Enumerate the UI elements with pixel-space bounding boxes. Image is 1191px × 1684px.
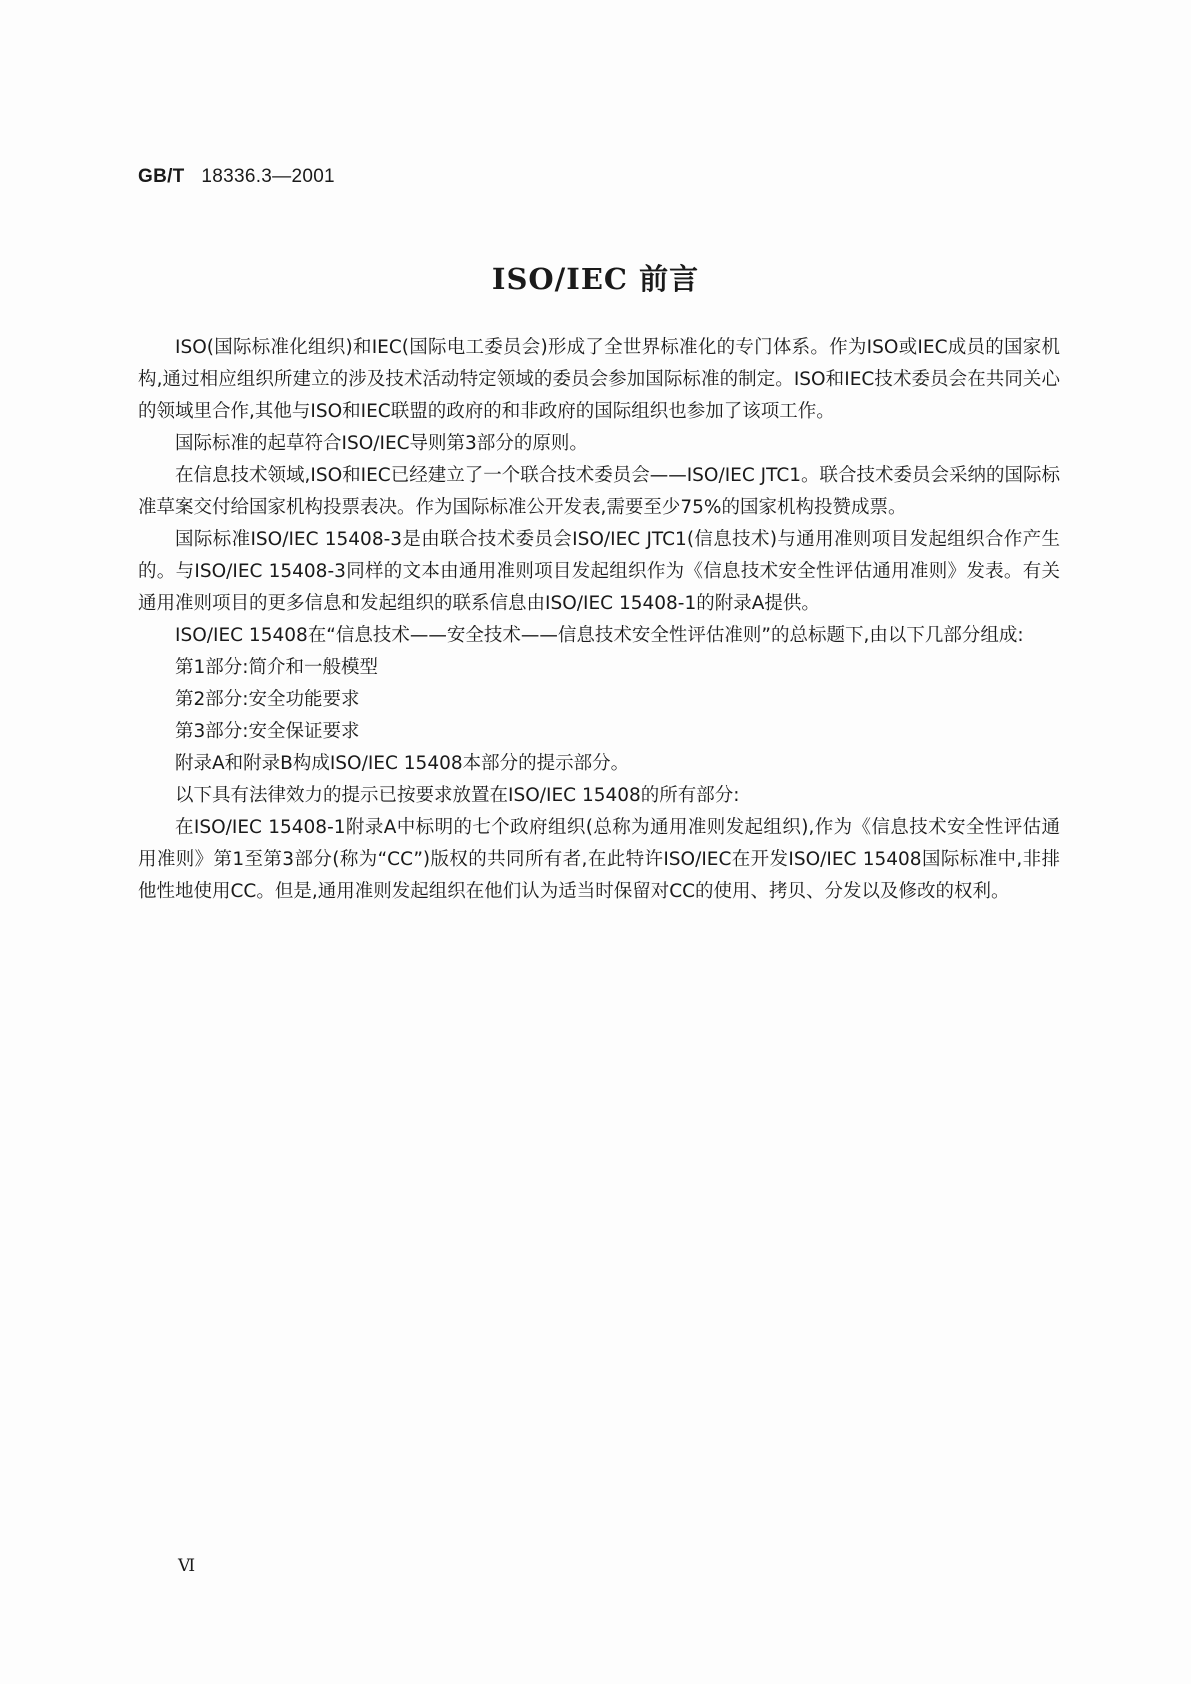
paragraph: 国际标准的起草符合ISO/IEC导则第3部分的原则。	[175, 433, 588, 454]
standard-prefix: GB/T	[138, 166, 185, 187]
paragraph: 以下具有法律效力的提示已按要求放置在ISO/IEC 15408的所有部分:	[175, 785, 740, 806]
paragraph: ISO(国际标准化组织)和IEC(国际电工委员会)形成了全世界标准化的专门体系。作为ISO或IEC成员的国家机构,通过相应组织所建立的涉及技术活动特定领域的委员会参加国际标准的制定。ISO和IEC技术委员会在共同关心的领域里合作,其他与ISO和IEC联盟的政府的和非政府的国际组织也参加了该项工作。	[138, 337, 1060, 422]
paragraph: ISO/IEC 15408在“信息技术——安全技术——信息技术安全性评估准则”的总标题下,由以下几部分组成:	[175, 625, 1024, 646]
standard-number: 18336.3—2001	[201, 166, 335, 187]
paragraph: 附录A和附录B构成ISO/IEC 15408本部分的提示部分。	[175, 753, 630, 774]
page-title: ISO/IEC 前言	[491, 262, 700, 296]
list-item: 第2部分:安全功能要求	[175, 689, 360, 710]
paragraph: 在信息技术领域,ISO和IEC已经建立了一个联合技术委员会——ISO/IEC JTC1。联合技术委员会采纳的国际标准草案交付给国家机构投票表决。作为国际标准公开发表,需要至少75%的国家机构投赞成票。	[138, 465, 1061, 518]
page-number: Ⅵ	[178, 1556, 195, 1575]
list-item: 第1部分:简介和一般模型	[175, 657, 379, 678]
list-item: 第3部分:安全保证要求	[175, 721, 360, 742]
standard-code	[138, 166, 335, 188]
paragraph: 国际标准ISO/IEC 15408-3是由联合技术委员会ISO/IEC JTC1(信息技术)与通用准则项目发起组织合作产生的。与ISO/IEC 15408-3同样的文本由通用准则项目发起组织作为《信息技术安全性评估通用准则》发表。有关通用准则项目的更多信息和发起组织的联系信息由ISO/IEC 15408-1的附录A提供。	[138, 529, 1060, 614]
body-text	[138, 332, 1060, 908]
paragraph: 在ISO/IEC 15408-1附录A中标明的七个政府组织(总称为通用准则发起组织),作为《信息技术安全性评估通用准则》第1至第3部分(称为“CC”)版权的共同所有者,在此特许ISO/IEC在开发ISO/IEC 15408国际标准中,非排他性地使用CC。但是,通用准则发起组织在他们认为适当时保留对CC的使用、拷贝、分发以及修改的权利。	[138, 817, 1060, 902]
